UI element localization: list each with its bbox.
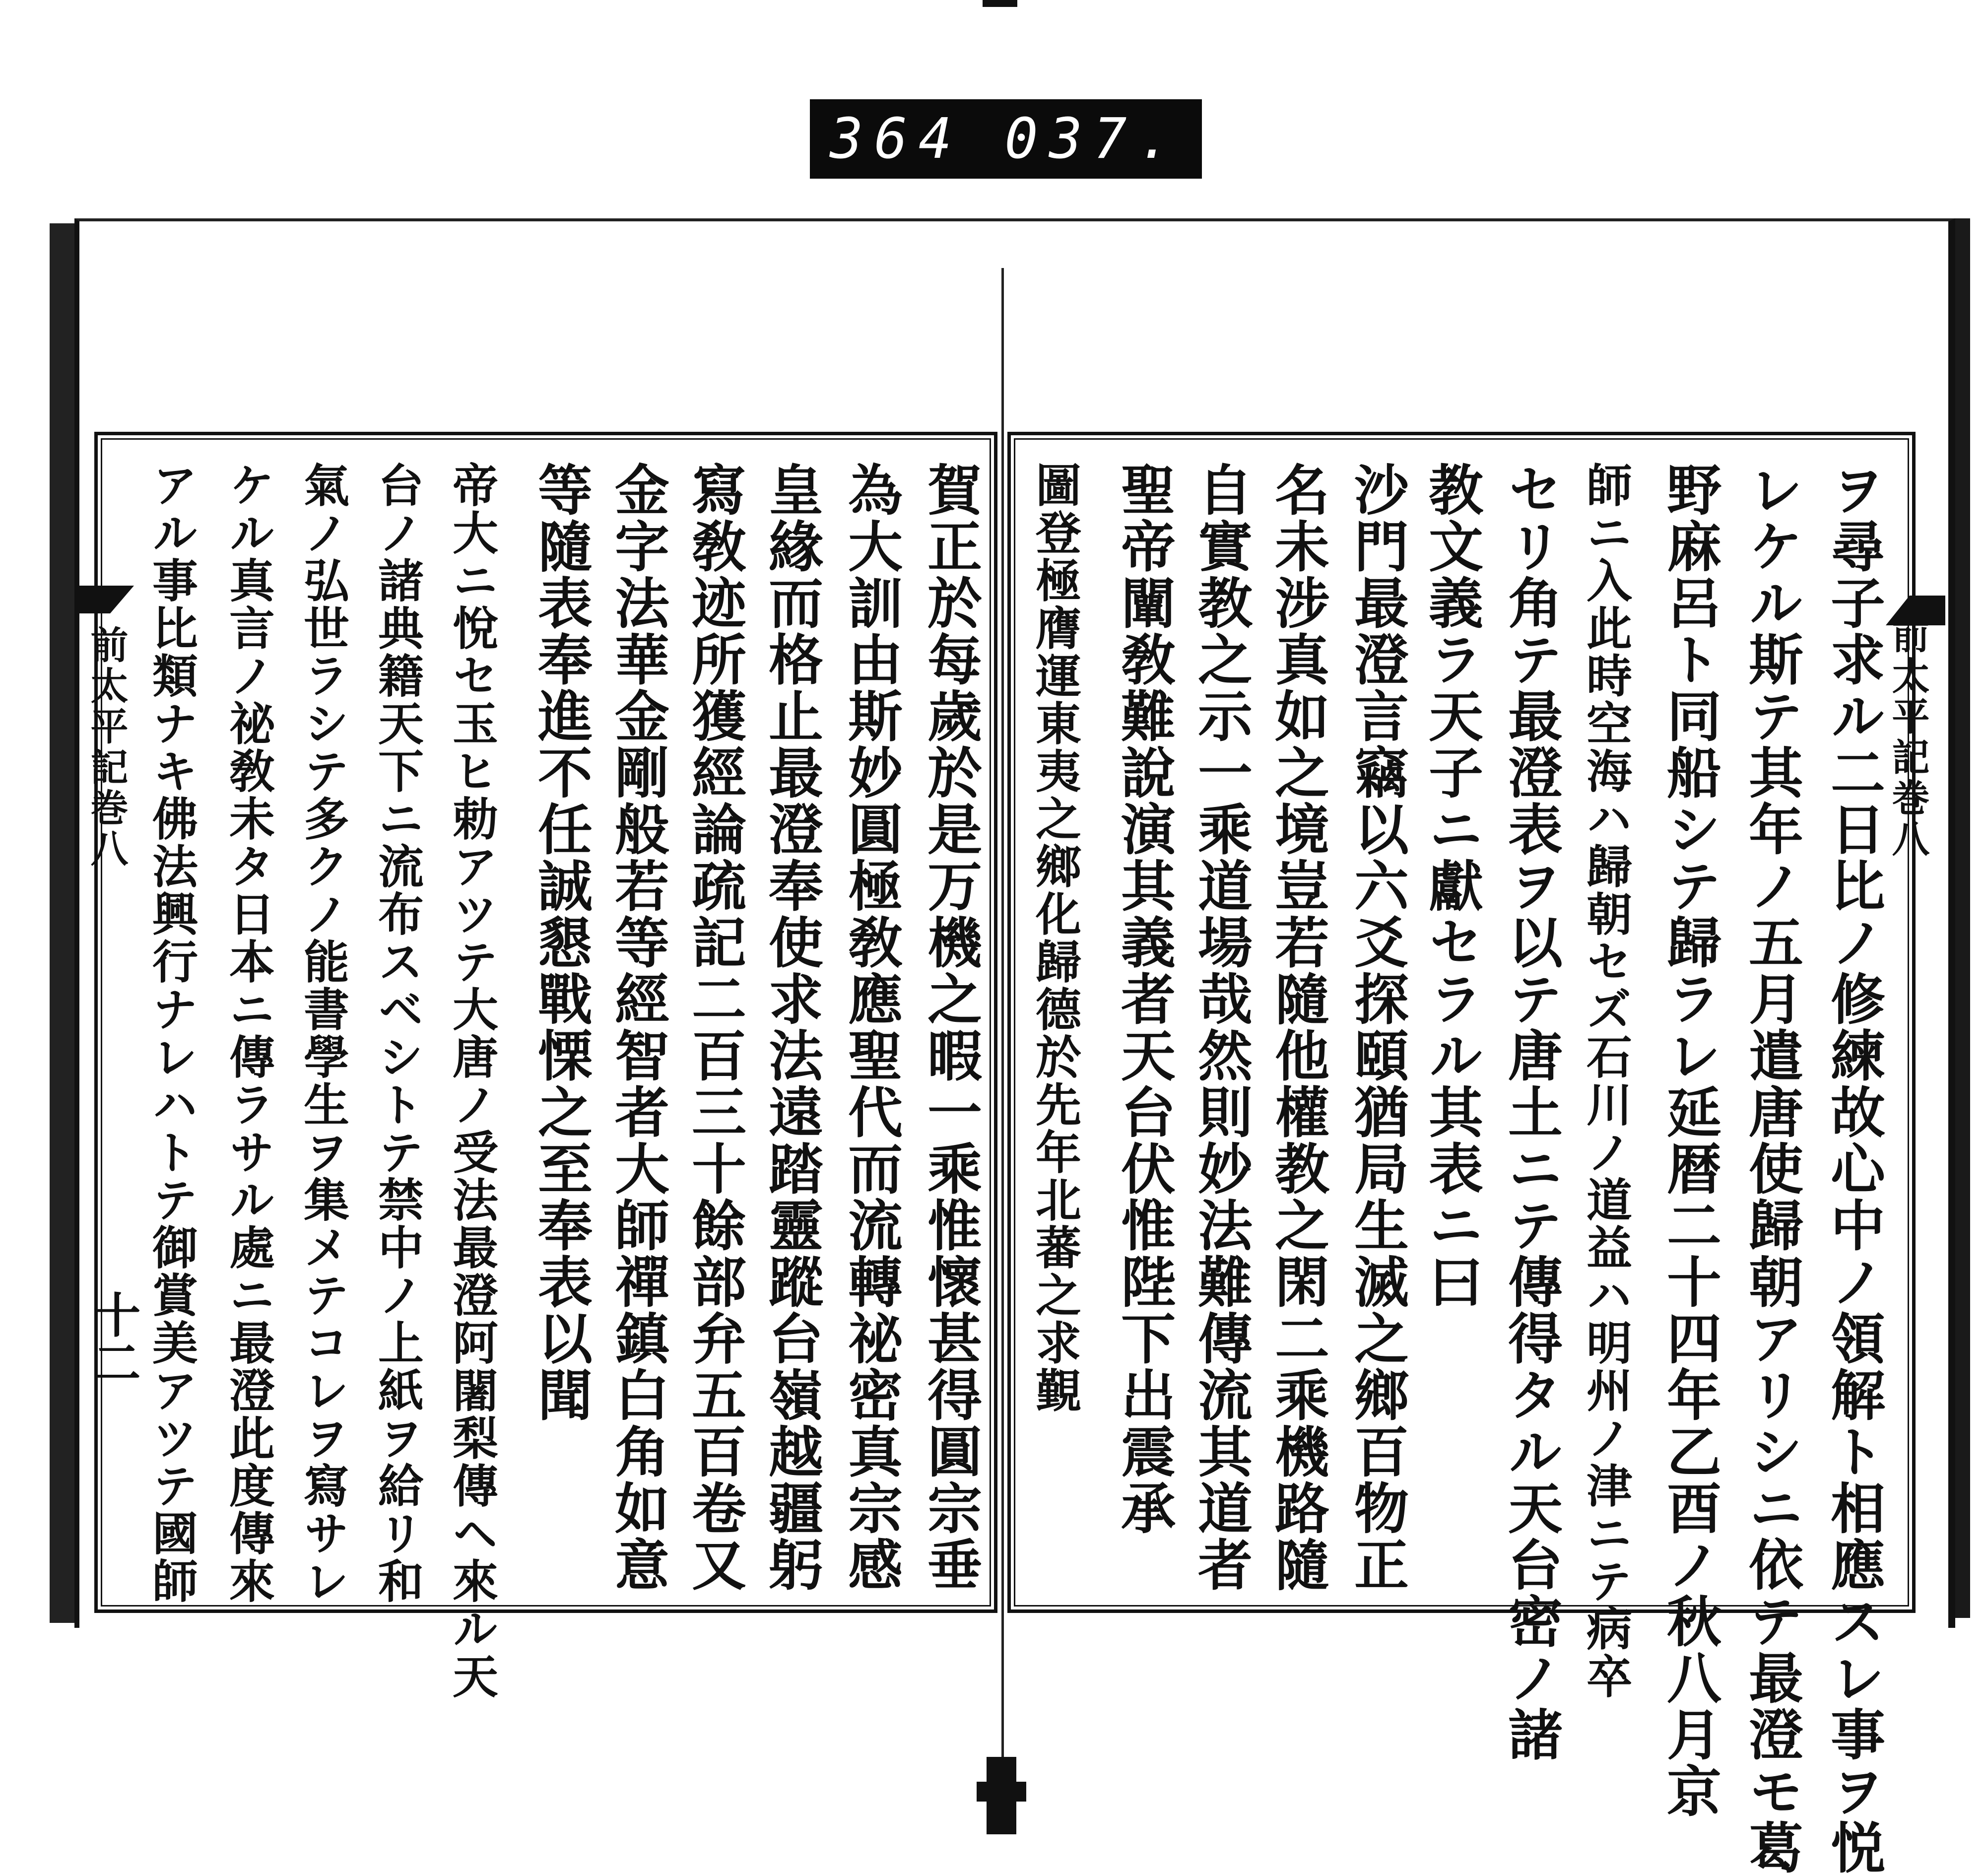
left-page-column-1: 賀正於每歲於是万機之暇一乘惟懷甚得圓宗垂 [919, 462, 983, 1593]
catalog-number-right: 037. [1004, 107, 1182, 171]
leaf-number: 十二 [85, 1290, 141, 1386]
book-gutter-line [1001, 268, 1004, 1762]
left-page-column-8: 台ノ諸典籍天下ニ流布スベシトテ禁中ノ上紙ヲ給リ和 [371, 462, 424, 1605]
right-page-column-8: 名未涉真如之境豈若隨他權教之閑二乘機路隨 [1266, 462, 1330, 1593]
catalog-number-label [810, 99, 1202, 179]
catalog-number-left: 364 [830, 107, 963, 171]
left-page-column-11: アル事比類ナキ佛法興行ナレハトテ御賞美アツテ國師 [145, 462, 198, 1605]
right-page-column-7: 沙門最澄言竊以六爻探頤猶局生滅之鄉百物正 [1345, 462, 1409, 1593]
right-page-column-4: 師ニ入此時空海ハ歸朝セズ石川ノ道益ハ明州ノ津ニテ病卒 [1579, 462, 1633, 1700]
bottom-spine-cap [977, 1782, 1026, 1802]
left-page-column-9: 氣ノ弘世ラシテ多クノ能書學生ヲ集メテコレヲ寫サレ [296, 462, 350, 1605]
right-margin-title: 前太平記巻八 [1886, 615, 1930, 860]
right-page-column-10: 聖帝闡敎難說演其義者天台伏惟陛下出震承 [1112, 462, 1176, 1537]
left-page-column-5: 金字法華金剛般若等經智者大師禪鎮白角如意 [606, 462, 670, 1593]
left-page-column-2: 為大訓由斯妙圓極敎應聖代而流轉祕密真宗感 [839, 462, 903, 1593]
right-page-column-3: 野麻呂ト同船シテ歸ラレ延暦二十四年乙酉ノ秋八月京 [1658, 462, 1722, 1819]
left-page-column-3: 皇緣而格止最澄奉使求法遠踏靈蹤台嶺越疆躬 [760, 462, 824, 1593]
right-page-column-6: 教文義ラ天子ニ獻セラル其表ニ曰 [1420, 462, 1484, 1310]
book-edge-left [50, 223, 74, 1623]
right-page-column-11: 圖登極膺運東夷之鄉化歸德於先年北蕃之求覲 [1028, 462, 1082, 1414]
top-page-tab [983, 0, 1017, 7]
left-page-column-10: ケル真言ノ祕敎未タ日本ニ傳ラサル處ニ最澄此度傳來 [222, 462, 275, 1605]
right-page-column-9: 自實教之示一乘道場哉然則妙法難傳流其道者 [1189, 462, 1253, 1593]
left-page-column-4: 寫敎迹所獲經論疏記二百三十餘部弁五百卷又 [683, 462, 747, 1593]
left-page-column-7: 帝大ニ悅セ玉ヒ勅アツテ大唐ノ受法最澄阿闍梨傳ヘ來ル天 [445, 462, 499, 1700]
right-page-column-1: ヲ尋子求ル二日比ノ修練故心中ノ領解ト相應スレ事ヲ悦 [1822, 462, 1886, 1876]
left-margin-title: 前太平記巻八 [84, 625, 129, 870]
left-page-column-6: 等隨表奉進不任誠懇戰慄之至奉表以聞 [529, 462, 593, 1423]
right-page-column-2: レケル斯テ其年ノ五月遣唐使歸朝アリシニ依テ最澄モ葛 [1740, 462, 1804, 1876]
right-page-column-5: セリ角テ最澄表ヲ以テ唐土ニテ傳得タル天台密ノ諸 [1499, 462, 1563, 1763]
